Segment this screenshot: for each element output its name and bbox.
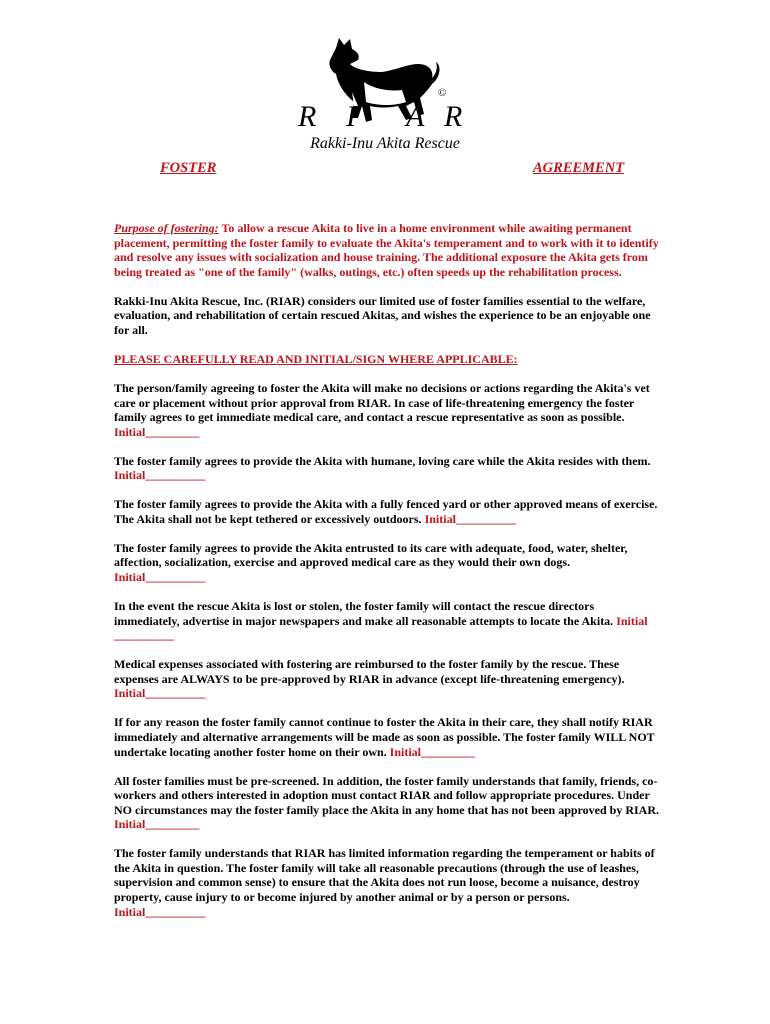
title-foster: FOSTER <box>160 160 217 176</box>
clause-precautions <box>114 846 659 919</box>
purpose-text: To allow a rescue Akita to live in a home environment while awaiting permanent placement, permitting the foster family to evaluate the Akita's temperament and to work with it to identify and resolve any issues with socialization and house training. The additional exposure the Akita gets from being treated as "one of the family" (walks, outings, etc.) often speeds up the rehabilitation process. <box>114 221 659 279</box>
clause-text: The person/family agreeing to foster the Akita will make no decisions or actions regarding the Akita's vet care or placement without prior approval from RIAR. In case of life-threatening emergency the foster family agrees to get immediate medical care, and contact a rescue representative as soon as possible. <box>114 380 650 425</box>
clause-text: The foster family agrees to provide the Akita with humane, loving care while the Akita resides with them. <box>114 453 651 468</box>
initial-field[interactable]: Initial__________ <box>114 570 206 585</box>
purpose-paragraph <box>114 221 659 279</box>
clause-text: All foster families must be pre-screened. In addition, the foster family understands that family, friends, co-workers and others interested in adoption must contact RIAR and follow appropriate procedures. Under NO circumstances may the foster family place the Akita in any home that has not been approved by RIAR. <box>114 773 659 817</box>
svg-text:A: A <box>406 100 425 133</box>
svg-text:R: R <box>298 100 317 133</box>
clause-vet-care <box>114 381 659 439</box>
initial-field[interactable]: Initial_________ <box>389 744 476 759</box>
clause-humane-care <box>114 454 659 483</box>
instructions-notice: PLEASE CAREFULLY READ AND INITIAL/SIGN WHERE APPLICABLE: <box>114 351 518 366</box>
clause-pre-screened <box>114 774 659 832</box>
initial-field[interactable]: Initial__________ <box>114 686 206 701</box>
clause-lost-stolen <box>114 599 659 643</box>
clause-discontinue-foster <box>114 715 659 759</box>
clause-fenced-yard <box>114 497 659 526</box>
title-agreement: AGREEMENT <box>533 160 625 176</box>
clause-adequate-care <box>114 541 659 585</box>
clause-text: The foster family agrees to provide the Akita with a fully fenced yard or other approved means of exercise. The Akita shall not be kept tethered or excessively outdoors. <box>114 497 658 526</box>
clause-text: Medical expenses associated with fostering are reimbursed to the foster family by the rescue. These expenses are ALWAYS to be pre-approved by RIAR in advance (except life-threatening emergency). <box>114 657 625 686</box>
purpose-label: Purpose of fostering: <box>114 221 219 235</box>
initial-field[interactable]: Initial__________ <box>114 468 206 483</box>
svg-text:Rakki-Inu Akita Rescue: Rakki-Inu Akita Rescue <box>310 135 460 152</box>
clause-medical-expenses <box>114 657 659 701</box>
initial-field[interactable]: Initial_________ <box>114 817 200 832</box>
initial-field[interactable]: Initial__________ <box>424 511 516 526</box>
clause-text: If for any reason the foster family cannot continue to foster the Akita in their care, they shall notify RIAR immediately and alternative arrangements will be made as soon as possible. The foster family WILL NOT undertake locating another foster home on their own. <box>114 715 655 759</box>
svg-text:R: R <box>444 100 463 133</box>
riar-akita-logo <box>278 36 492 154</box>
initial-field[interactable]: Initial__________ <box>114 904 206 919</box>
clause-text: In the event the rescue Akita is lost or stolen, the foster family will contact the rescue directors immediately, advertise in major newspapers and make all reasonable attempts to locate the Akita. <box>114 599 617 628</box>
svg-text:I: I <box>346 100 356 133</box>
initial-field[interactable]: Initial_________ <box>114 424 200 439</box>
clause-text: The foster family understands that RIAR has limited information regarding the temperament or habits of the Akita in question. The foster family will take all reasonable precautions (through the use of leashes, supervision and common sense) to ensure that the Akita does not run loose, become a nuisance, destroy property, cause injury to or become injured by another animal or by a person or persons. <box>114 846 655 905</box>
agreement-body <box>114 221 659 934</box>
intro-paragraph: Rakki-Inu Akita Rescue, Inc. (RIAR) considers our limited use of foster families essential to the welfare, evaluation, and rehabilitation of certain rescued Akitas, and wishes the experience to be an enjoyable one for all. <box>114 293 651 337</box>
svg-text:©: © <box>438 87 447 99</box>
clause-text: The foster family agrees to provide the Akita entrusted to its care with adequate, food, water, shelter, affection, socialization, exercise and approved medical care as they would their own dogs. <box>114 540 628 570</box>
initial-field[interactable]: Initial __________ <box>114 613 648 643</box>
